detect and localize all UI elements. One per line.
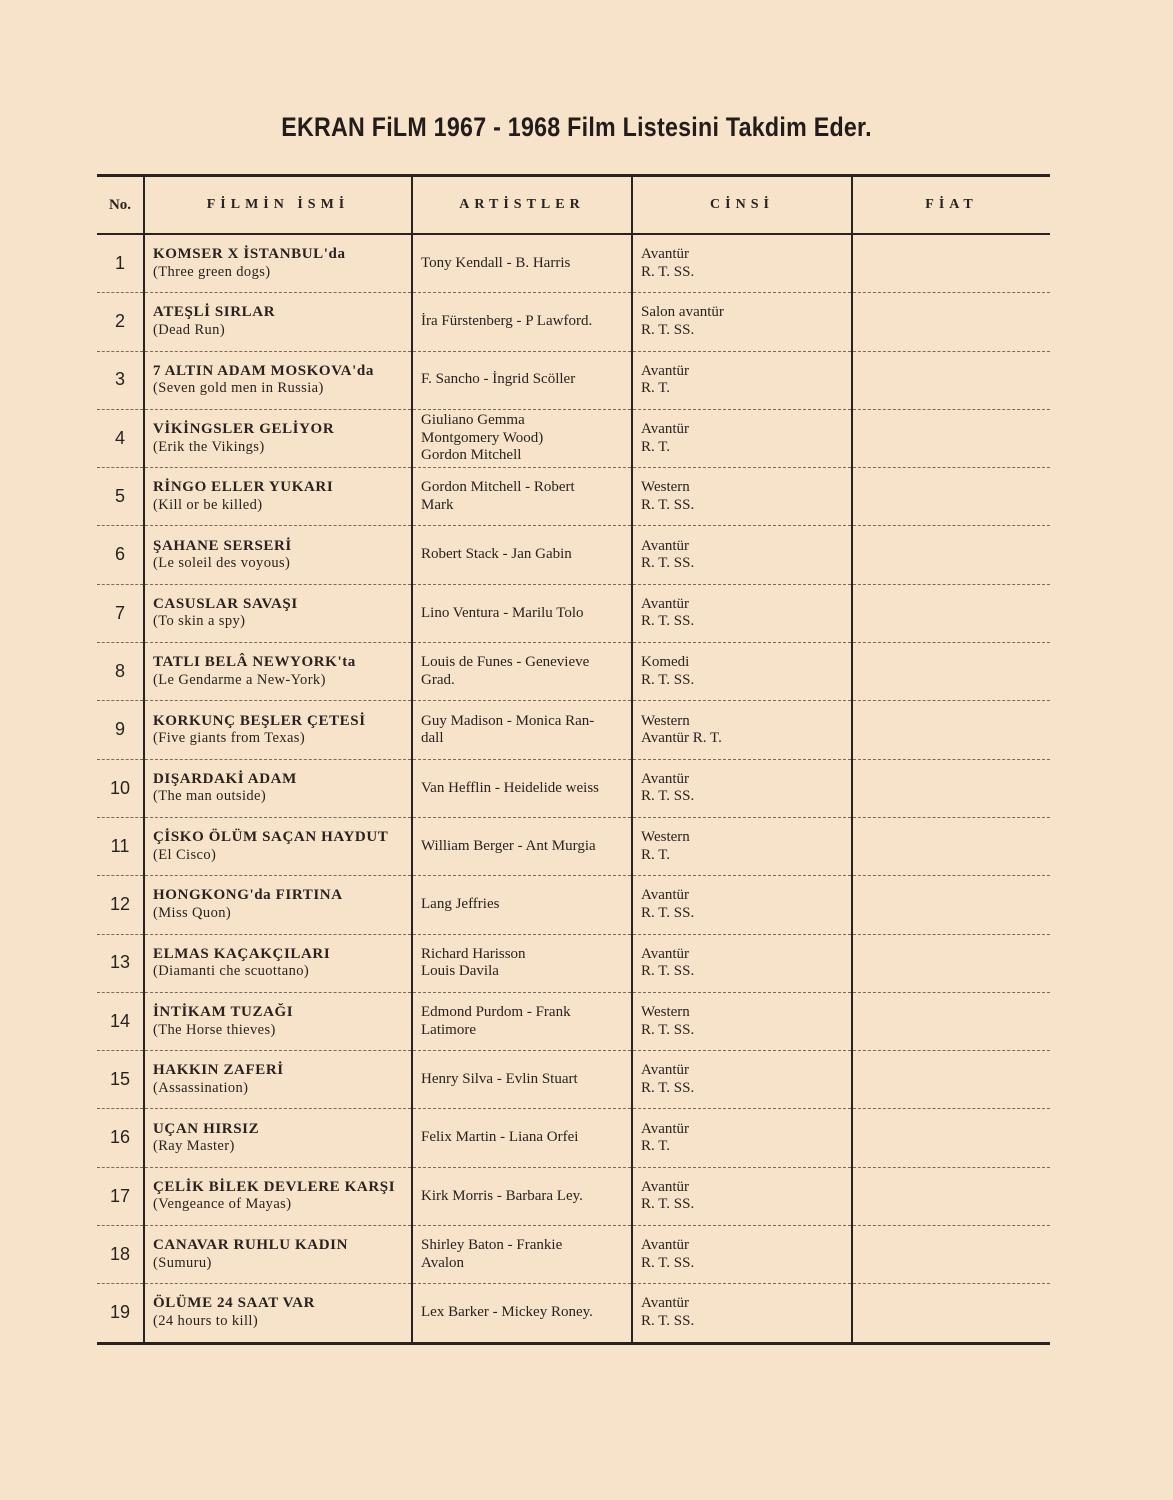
film-original-title: (Sumuru) — [153, 1254, 212, 1271]
film-number: 14 — [97, 992, 144, 1050]
header-no: No. — [97, 177, 144, 234]
film-genre: Western Avantür R. T. — [632, 701, 852, 759]
header-artists: ARTİSTLER — [412, 177, 632, 234]
film-turkish-title: HAKKIN ZAFERİ — [153, 1062, 284, 1079]
film-turkish-title: ÇELİK BİLEK DEVLERE KARŞI — [153, 1178, 396, 1195]
film-name-cell — [144, 234, 412, 293]
film-original-title: (The man outside) — [153, 788, 267, 805]
film-price — [852, 468, 1050, 526]
table-row — [97, 876, 1050, 934]
table-row — [97, 1226, 1050, 1284]
film-name-cell — [144, 526, 412, 584]
film-name-cell — [144, 584, 412, 642]
film-turkish-title: 7 ALTIN ADAM MOSKOVA'da — [153, 362, 374, 379]
film-number: 8 — [97, 643, 144, 701]
film-artists: Guy Madison - Monica Ran- dall — [412, 701, 632, 759]
film-price — [852, 817, 1050, 875]
film-original-title: (Vengeance of Mayas) — [153, 1196, 292, 1213]
film-name-cell — [144, 1167, 412, 1225]
table-row — [97, 351, 1050, 409]
film-price — [852, 701, 1050, 759]
table-row — [97, 409, 1050, 467]
table-row — [97, 643, 1050, 701]
table-row — [97, 701, 1050, 759]
film-name-cell — [144, 409, 412, 467]
film-original-title: (Le Gendarme a New-York) — [153, 671, 326, 688]
film-original-title: (Diamanti che scuottano) — [153, 963, 310, 980]
film-price — [852, 409, 1050, 467]
film-original-title: (Kill or be killed) — [153, 496, 263, 513]
film-price — [852, 1167, 1050, 1225]
film-genre: Avantür R. T. SS. — [632, 934, 852, 992]
film-artists: Kirk Morris - Barbara Ley. — [412, 1167, 632, 1225]
film-turkish-title: UÇAN HIRSIZ — [153, 1120, 260, 1137]
film-turkish-title: ELMAS KAÇAKÇILARI — [153, 945, 331, 962]
film-number: 2 — [97, 293, 144, 351]
film-turkish-title: RİNGO ELLER YUKARI — [153, 479, 334, 496]
film-artists: Van Hefflin - Heidelide weiss — [412, 759, 632, 817]
table-row — [97, 759, 1050, 817]
film-turkish-title: KORKUNÇ BEŞLER ÇETESİ — [153, 712, 366, 729]
film-number: 10 — [97, 759, 144, 817]
table-row — [97, 584, 1050, 642]
film-rows — [97, 234, 1050, 1342]
film-genre: Komedi R. T. SS. — [632, 643, 852, 701]
film-original-title: (To skin a spy) — [153, 613, 246, 630]
film-list-table — [97, 174, 1050, 1345]
film-price — [852, 293, 1050, 351]
film-number: 5 — [97, 468, 144, 526]
film-name-cell — [144, 1284, 412, 1342]
film-name-cell — [144, 643, 412, 701]
film-number: 7 — [97, 584, 144, 642]
film-price — [852, 992, 1050, 1050]
film-original-title: (24 hours to kill) — [153, 1312, 259, 1329]
film-number: 11 — [97, 817, 144, 875]
film-original-title: (Five giants from Texas) — [153, 730, 306, 747]
table-row — [97, 293, 1050, 351]
film-name-cell — [144, 759, 412, 817]
table-row — [97, 934, 1050, 992]
film-artists: Lino Ventura - Marilu Tolo — [412, 584, 632, 642]
film-genre: Avantür R. T. SS. — [632, 1051, 852, 1109]
header-film-name: FİLMİN İSMİ — [144, 177, 412, 234]
film-name-cell — [144, 992, 412, 1050]
film-number: 3 — [97, 351, 144, 409]
film-turkish-title: ÖLÜME 24 SAAT VAR — [153, 1295, 316, 1312]
film-name-cell — [144, 701, 412, 759]
film-name-cell — [144, 1109, 412, 1167]
film-number: 12 — [97, 876, 144, 934]
film-genre: Salon avantür R. T. SS. — [632, 293, 852, 351]
film-artists: Lang Jeffries — [412, 876, 632, 934]
film-number: 6 — [97, 526, 144, 584]
film-genre: Avantür R. T. SS. — [632, 759, 852, 817]
film-artists: Richard Harisson Louis Davila — [412, 934, 632, 992]
film-original-title: (Three green dogs) — [153, 263, 271, 280]
film-original-title: (Le soleil des voyous) — [153, 555, 291, 572]
film-number: 1 — [97, 234, 144, 293]
film-turkish-title: ÇİSKO ÖLÜM SAÇAN HAYDUT — [153, 829, 389, 846]
film-name-cell — [144, 468, 412, 526]
film-genre: Avantür R. T. — [632, 409, 852, 467]
film-genre: Western R. T. SS. — [632, 992, 852, 1050]
film-name-cell — [144, 293, 412, 351]
film-artists: Louis de Funes - Genevieve Grad. — [412, 643, 632, 701]
film-artists: Giuliano Gemma Montgomery Wood) Gordon Mitchell — [412, 409, 632, 467]
film-genre: Avantür R. T. SS. — [632, 876, 852, 934]
film-price — [852, 526, 1050, 584]
table-row — [97, 1109, 1050, 1167]
film-turkish-title: İNTİKAM TUZAĞI — [153, 1004, 294, 1020]
film-artists: Henry Silva - Evlin Stuart — [412, 1051, 632, 1109]
film-price — [852, 759, 1050, 817]
header-price: FİAT — [852, 177, 1050, 234]
film-original-title: (Dead Run) — [153, 321, 226, 338]
film-turkish-title: VİKİNGSLER GELİYOR — [153, 421, 335, 438]
table-row — [97, 817, 1050, 875]
film-name-cell — [144, 351, 412, 409]
film-number: 18 — [97, 1226, 144, 1284]
film-price — [852, 934, 1050, 992]
film-name-cell — [144, 934, 412, 992]
film-number: 13 — [97, 934, 144, 992]
film-number: 4 — [97, 409, 144, 467]
film-artists: Shirley Baton - Frankie Avalon — [412, 1226, 632, 1284]
film-original-title: (The Horse thieves) — [153, 1021, 276, 1038]
table-header-row — [97, 177, 1050, 234]
film-artists: Lex Barker - Mickey Roney. — [412, 1284, 632, 1342]
film-genre: Avantür R. T. — [632, 1109, 852, 1167]
film-price — [852, 234, 1050, 293]
film-original-title: (Erik the Vikings) — [153, 438, 265, 455]
table-row — [97, 526, 1050, 584]
film-turkish-title: ŞAHANE SERSERİ — [153, 537, 292, 554]
film-price — [852, 1051, 1050, 1109]
film-name-cell — [144, 876, 412, 934]
film-name-cell — [144, 1051, 412, 1109]
table-row — [97, 1051, 1050, 1109]
film-genre: Western R. T. SS. — [632, 468, 852, 526]
film-artists: William Berger - Ant Murgia — [412, 817, 632, 875]
film-original-title: (Assassination) — [153, 1079, 249, 1096]
film-genre: Avantür R. T. SS. — [632, 1167, 852, 1225]
table-row — [97, 1284, 1050, 1342]
film-turkish-title: CANAVAR RUHLU KADIN — [153, 1237, 349, 1254]
film-name-cell — [144, 817, 412, 875]
film-artists: İra Fürstenberg - P Lawford. — [412, 293, 632, 351]
film-number: 15 — [97, 1051, 144, 1109]
film-price — [852, 1109, 1050, 1167]
film-genre: Avantür R. T. — [632, 351, 852, 409]
film-artists: Robert Stack - Jan Gabin — [412, 526, 632, 584]
film-price — [852, 1284, 1050, 1342]
film-number: 9 — [97, 701, 144, 759]
film-turkish-title: KOMSER X İSTANBUL'da — [153, 246, 346, 263]
film-turkish-title: TATLI BELÂ NEWYORK'ta — [153, 654, 356, 671]
film-price — [852, 1226, 1050, 1284]
table-row — [97, 234, 1050, 293]
film-name-cell — [144, 1226, 412, 1284]
header-genre: CİNSİ — [632, 177, 852, 234]
table-row — [97, 992, 1050, 1050]
page-title: EKRAN FiLM 1967 - 1968 Film Listesini Takdim Eder. — [281, 112, 872, 142]
film-genre: Avantür R. T. SS. — [632, 584, 852, 642]
film-genre: Western R. T. — [632, 817, 852, 875]
film-genre: Avantür R. T. SS. — [632, 234, 852, 293]
film-artists: F. Sancho - İngrid Scöller — [412, 351, 632, 409]
film-original-title: (Seven gold men in Russia) — [153, 380, 324, 397]
film-turkish-title: DIŞARDAKİ ADAM — [153, 770, 297, 787]
film-genre: Avantür R. T. SS. — [632, 1284, 852, 1342]
film-turkish-title: CASUSLAR SAVAŞI — [153, 595, 298, 612]
film-price — [852, 351, 1050, 409]
film-artists: Gordon Mitchell - Robert Mark — [412, 468, 632, 526]
film-number: 17 — [97, 1167, 144, 1225]
table-row — [97, 1167, 1050, 1225]
film-price — [852, 643, 1050, 701]
film-number: 19 — [109, 1302, 131, 1323]
film-genre: Avantür R. T. SS. — [632, 1226, 852, 1284]
film-price — [852, 584, 1050, 642]
film-artists: Edmond Purdom - Frank Latimore — [412, 992, 632, 1050]
film-original-title: (El Cisco) — [153, 846, 217, 863]
film-price — [852, 876, 1050, 934]
film-genre: Avantür R. T. SS. — [632, 526, 852, 584]
film-turkish-title: ATEŞLİ SIRLAR — [153, 304, 276, 321]
film-turkish-title: HONGKONG'da FIRTINA — [153, 887, 343, 904]
film-original-title: (Ray Master) — [153, 1138, 235, 1155]
film-number: 16 — [97, 1109, 144, 1167]
film-artists: Tony Kendall - B. Harris — [412, 234, 632, 293]
film-original-title: (Miss Quon) — [153, 904, 232, 921]
film-artists: Felix Martin - Liana Orfei — [412, 1109, 632, 1167]
table-row — [97, 468, 1050, 526]
